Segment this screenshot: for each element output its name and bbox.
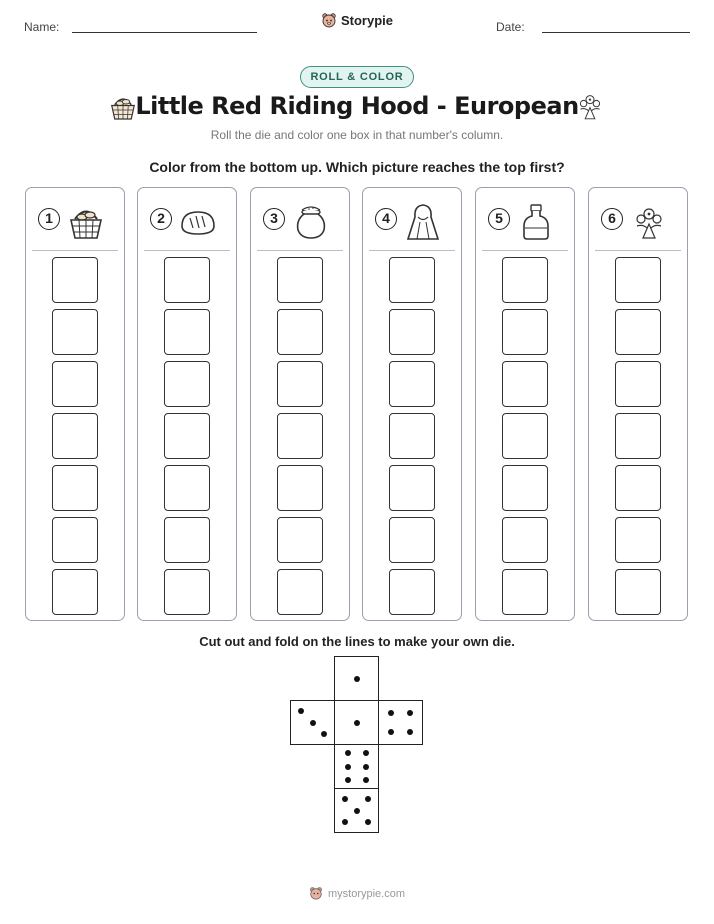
- die-pip: [365, 796, 371, 802]
- column-4: [362, 187, 462, 621]
- column-2: [137, 187, 237, 621]
- color-box[interactable]: [615, 569, 661, 615]
- storypie-mascot-icon: [309, 886, 323, 901]
- color-box[interactable]: [164, 465, 210, 511]
- column-1: [25, 187, 125, 621]
- color-box[interactable]: [389, 361, 435, 407]
- name-line[interactable]: [72, 32, 257, 33]
- color-box[interactable]: [52, 257, 98, 303]
- die-face-1: [334, 700, 379, 745]
- die-pip: [354, 808, 360, 814]
- die-pip: [345, 750, 351, 756]
- column-divider: [32, 250, 118, 251]
- color-box[interactable]: [615, 309, 661, 355]
- color-box[interactable]: [502, 257, 548, 303]
- date-label: Date:: [496, 20, 525, 34]
- column-number: 5: [488, 208, 510, 230]
- instruction-text: Color from the bottom up. Which picture reaches the top first?: [149, 159, 565, 175]
- color-box[interactable]: [52, 361, 98, 407]
- column-number: 3: [263, 208, 285, 230]
- die-pip: [321, 731, 327, 737]
- die-pip: [363, 750, 369, 756]
- bottle-icon: [516, 202, 556, 242]
- color-box[interactable]: [502, 465, 548, 511]
- color-box[interactable]: [502, 569, 548, 615]
- color-box[interactable]: [615, 257, 661, 303]
- column-number: 1: [38, 208, 60, 230]
- die-instruction-text: Cut out and fold on the lines to make your own die.: [199, 634, 515, 649]
- color-box[interactable]: [277, 465, 323, 511]
- color-box[interactable]: [164, 309, 210, 355]
- die-face-1: [334, 656, 379, 701]
- column-divider: [369, 250, 455, 251]
- color-box[interactable]: [164, 361, 210, 407]
- column-divider: [482, 250, 568, 251]
- color-box[interactable]: [502, 517, 548, 563]
- honey-pot-icon: [291, 202, 331, 242]
- die-pip: [354, 676, 360, 682]
- die-pip: [354, 720, 360, 726]
- bread-icon: [178, 202, 218, 242]
- color-box[interactable]: [277, 361, 323, 407]
- brand-name: Storypie: [340, 13, 393, 28]
- color-box[interactable]: [502, 309, 548, 355]
- die-pip: [407, 710, 413, 716]
- die-pip: [342, 796, 348, 802]
- color-box[interactable]: [389, 517, 435, 563]
- die-pip: [310, 720, 316, 726]
- color-box[interactable]: [502, 413, 548, 459]
- die-pip: [365, 819, 371, 825]
- color-box[interactable]: [389, 569, 435, 615]
- die-pip: [363, 777, 369, 783]
- column-number: 2: [150, 208, 172, 230]
- color-box[interactable]: [277, 257, 323, 303]
- die-face-5: [334, 788, 379, 833]
- die-pip: [363, 764, 369, 770]
- column-header: [597, 202, 681, 242]
- flower-bouquet-icon: [574, 90, 606, 122]
- column-header: [259, 202, 343, 242]
- column-5: [475, 187, 575, 621]
- die-face-4: [378, 700, 423, 745]
- basket-icon: [66, 202, 106, 242]
- color-box[interactable]: [164, 257, 210, 303]
- column-header: [146, 202, 230, 242]
- color-box[interactable]: [615, 361, 661, 407]
- color-box[interactable]: [52, 309, 98, 355]
- date-line[interactable]: [542, 32, 690, 33]
- color-box[interactable]: [52, 465, 98, 511]
- column-header: [371, 202, 455, 242]
- column-number: 6: [601, 208, 623, 230]
- flower-bouquet-icon: [629, 202, 669, 242]
- color-box[interactable]: [389, 413, 435, 459]
- storypie-mascot-icon: [321, 12, 337, 29]
- color-box[interactable]: [277, 517, 323, 563]
- color-box[interactable]: [615, 413, 661, 459]
- footer-url[interactable]: mystorypie.com: [327, 887, 406, 900]
- color-box[interactable]: [164, 569, 210, 615]
- red-cloak-icon: [403, 202, 443, 242]
- color-box[interactable]: [502, 361, 548, 407]
- die-pip: [388, 710, 394, 716]
- color-box[interactable]: [615, 517, 661, 563]
- color-box[interactable]: [277, 569, 323, 615]
- die-pip: [345, 764, 351, 770]
- color-box[interactable]: [615, 465, 661, 511]
- subtitle: Roll the die and color one box in that number's column.: [210, 128, 504, 142]
- color-box[interactable]: [164, 517, 210, 563]
- column-divider: [144, 250, 230, 251]
- page-title: Little Red Riding Hood - European: [135, 92, 579, 120]
- column-3: [250, 187, 350, 621]
- die-pip: [342, 819, 348, 825]
- roll-color-badge: ROLL & COLOR: [0, 66, 714, 88]
- footer: [0, 886, 714, 901]
- column-6: [588, 187, 688, 621]
- die-pip: [345, 777, 351, 783]
- color-box[interactable]: [389, 257, 435, 303]
- die-pip: [388, 729, 394, 735]
- color-box[interactable]: [52, 569, 98, 615]
- color-box[interactable]: [164, 413, 210, 459]
- die-face-6: [334, 744, 379, 789]
- column-header: [484, 202, 568, 242]
- die-face-3: [290, 700, 335, 745]
- die-pip: [298, 708, 304, 714]
- color-box[interactable]: [277, 413, 323, 459]
- name-label: Name:: [24, 20, 60, 34]
- color-box[interactable]: [277, 309, 323, 355]
- column-divider: [595, 250, 681, 251]
- color-box[interactable]: [389, 309, 435, 355]
- color-box[interactable]: [389, 465, 435, 511]
- column-number: 4: [375, 208, 397, 230]
- color-box[interactable]: [52, 517, 98, 563]
- color-box[interactable]: [52, 413, 98, 459]
- die-pip: [407, 729, 413, 735]
- column-header: [34, 202, 118, 242]
- brand-logo: [0, 12, 714, 29]
- column-divider: [257, 250, 343, 251]
